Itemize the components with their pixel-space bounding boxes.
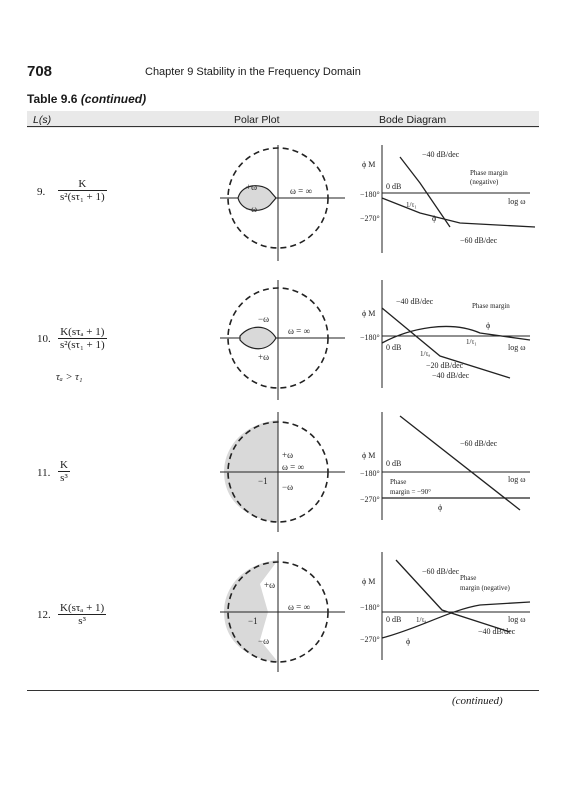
footer-rule <box>27 690 539 691</box>
row-10-polar-locus <box>240 327 276 349</box>
row-9-bode-log-omega: log ω <box>508 197 526 206</box>
continued-note: (continued) <box>452 695 503 707</box>
row-10-bode-slope-mid: −20 dB/dec <box>426 361 464 370</box>
column-header-ls: L(s) <box>33 114 52 126</box>
row-9-number: 9. <box>37 186 46 198</box>
row-9-polar-plot <box>210 143 350 263</box>
chapter-header: Chapter 9 Stability in the Frequency Domain <box>145 66 361 78</box>
row-11-numerator: K <box>60 459 68 471</box>
row-12-bode-corner: 1/τₐ <box>416 616 427 624</box>
row-10-bode-diagram <box>360 278 540 398</box>
row-12-polar-shaded-region <box>224 560 278 662</box>
row-12-bode-tick-270: −270° <box>360 635 380 644</box>
column-header-bode: Bode Diagram <box>379 114 447 126</box>
row-11-transfer-function <box>58 459 70 484</box>
row-10-note: τₐ > τ₁ <box>56 372 83 383</box>
row-10-transfer-function <box>58 326 107 351</box>
row-10-bode-phase-curve <box>382 326 530 343</box>
row-10-bode-slope-top: −40 dB/dec <box>396 297 434 306</box>
row-10-bode-tick-180: −180° <box>360 333 380 342</box>
row-10-number: 10. <box>37 333 51 345</box>
row-9-bode-tick-270: −270° <box>360 214 380 223</box>
row-10-bode-log-omega: log ω <box>508 343 526 352</box>
page-number: 708 <box>27 63 53 80</box>
row-9-polar-minus-omega: −ω <box>246 204 257 214</box>
row-9-bode-margin: Phase margin <box>470 169 508 177</box>
row-10-polar-minus-omega: −ω <box>258 314 269 324</box>
row-12-bode-slope-bottom: −40 dB/dec <box>478 627 516 636</box>
row-10-polar-omega-inf: ω = ∞ <box>288 326 310 336</box>
row-11-bode-phi: ϕ <box>438 503 443 512</box>
row-12-bode-axis-label: ϕ M <box>362 577 376 586</box>
row-9-polar-locus <box>238 186 276 211</box>
row-10-bode-axis-label: ϕ M <box>362 309 376 318</box>
row-11-polar-shaded-region <box>224 420 278 522</box>
row-9-bode-slope-bottom: −60 dB/dec <box>460 236 498 245</box>
row-11-bode-zero-db: 0 dB <box>386 459 402 468</box>
row-11-bode-tick-180: −180° <box>360 469 380 478</box>
row-9-polar-plus-omega: +ω <box>246 182 257 192</box>
row-12-polar-plus-omega: +ω <box>264 580 275 590</box>
row-11-bode-axis-label: ϕ M <box>362 451 376 460</box>
row-10-bode-corner-b: 1/τ₁ <box>466 338 477 346</box>
row-11-polar-minus-one: −1 <box>258 476 268 486</box>
row-9-transfer-function <box>58 178 107 203</box>
row-9-bode-margin-sub: (negative) <box>470 178 499 186</box>
row-12-bode-slope-top: −60 dB/dec <box>422 567 460 576</box>
table-title <box>27 92 146 106</box>
row-9-bode-phi: ϕ <box>432 214 437 223</box>
row-10-bode-zero-db: 0 dB <box>386 343 402 352</box>
column-header-polar: Polar Plot <box>234 114 280 126</box>
row-12-transfer-function <box>58 602 106 627</box>
row-9-bode-tick-180: −180° <box>360 190 380 199</box>
row-11-polar-omega-inf: ω = ∞ <box>282 462 304 472</box>
row-11-number: 11. <box>37 467 51 479</box>
row-11-bode-margin: Phase <box>390 478 407 486</box>
row-12-bode-zero-db: 0 dB <box>386 615 402 624</box>
header-rule <box>27 126 539 127</box>
row-12-bode-log-omega: log ω <box>508 615 526 624</box>
row-11-bode-log-omega: log ω <box>508 475 526 484</box>
row-9-bode-slope-top: −40 dB/dec <box>422 150 460 159</box>
row-12-bode-margin-sub: margin (negative) <box>460 584 510 592</box>
row-11-bode-margin-sub: margin = −90° <box>390 488 431 496</box>
row-11-polar-minus-omega: −ω <box>282 482 293 492</box>
row-12-denominator: s³ <box>58 614 106 627</box>
row-9-bode-diagram <box>360 143 540 261</box>
row-11-denominator: s³ <box>58 471 70 484</box>
row-12-polar-minus-omega: −ω <box>258 636 269 646</box>
row-10-bode-corner-a: 1/τₐ <box>420 350 431 358</box>
row-12-number: 12. <box>37 609 51 621</box>
row-12-polar-plot <box>210 550 350 675</box>
row-12-bode-diagram <box>360 550 540 665</box>
row-12-bode-phi: ϕ <box>406 637 411 646</box>
row-10-polar-plot <box>210 278 350 403</box>
row-9-denominator: s²(sτ₁ + 1) <box>60 191 105 203</box>
row-10-denominator: s²(sτ₁ + 1) <box>60 339 105 351</box>
row-10-polar-plus-omega: +ω <box>258 352 269 362</box>
table-title-suffix: (continued) <box>80 92 147 106</box>
row-11-polar-plot <box>210 410 350 535</box>
row-10-bode-slope-bottom: −40 dB/dec <box>432 371 470 380</box>
row-9-bode-zero-db: 0 dB <box>386 182 402 191</box>
row-10-bode-phi: ϕ <box>486 321 491 330</box>
row-9-bode-axis-label: ϕ M <box>362 160 376 169</box>
row-9-numerator: K <box>78 178 87 190</box>
row-11-polar-plus-omega: +ω <box>282 450 293 460</box>
row-12-bode-tick-180: −180° <box>360 603 380 612</box>
row-12-polar-omega-inf: ω = ∞ <box>288 602 310 612</box>
row-9-polar-omega-inf: ω = ∞ <box>290 186 312 196</box>
row-9-bode-magnitude-curve <box>400 157 450 227</box>
row-12-bode-margin: Phase <box>460 574 477 582</box>
row-11-bode-tick-270: −270° <box>360 495 380 504</box>
row-10-bode-margin: Phase margin <box>472 302 510 310</box>
row-12-polar-minus-one: −1 <box>248 616 258 626</box>
row-11-bode-slope-top: −60 dB/dec <box>460 439 498 448</box>
row-10-numerator: K(sτₐ + 1) <box>60 326 105 338</box>
row-11-bode-diagram <box>360 410 540 525</box>
row-9-bode-corner: 1/τ₁ <box>406 201 417 209</box>
table-title-label: Table 9.6 <box>27 92 78 106</box>
row-12-numerator: K(sτₐ + 1) <box>60 602 105 614</box>
